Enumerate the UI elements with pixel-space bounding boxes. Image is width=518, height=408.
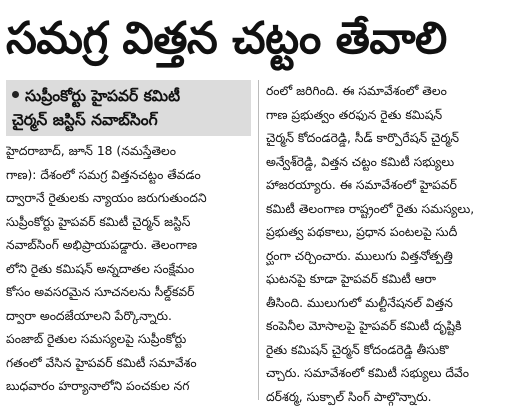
left-column [6, 80, 251, 399]
body-line: కమిటీ తెలంగాణ రాష్ట్రంలో రైతు సమస్యలు, [266, 201, 475, 216]
body-line: చైర్మన్ కోదండరెడ్డి, సీడ్ కార్పొరేషన్ చైర్మన్ [266, 131, 460, 145]
body-line: దర్‌శర్మ, సుక్పాల్ సింగ్ పాల్గొన్నారు. [266, 389, 432, 404]
body-line: సుప్రీంకోర్టు హైపవర్ కమిటీ చైర్మన్ జస్టిస్ [6, 214, 191, 229]
headline: సమగ్ర విత్తన చట్టం తేవాలి [6, 13, 447, 64]
body-line: ద్వారానే రైతులకు న్యాయం జరుగుతుందని [6, 191, 207, 205]
subhead-box [6, 80, 251, 136]
body-line: గతంలో వేసిన హైపవర్ కమిటీ సమావేశం [6, 355, 197, 370]
body-line: నవాబ్‌సింగ్ అభిప్రాయపడ్డారు. తెలంగాణ [6, 238, 198, 252]
body-line: లోని రైతు కమిషన్ అన్నదాతల సంక్షేమం [6, 261, 195, 276]
body-line: తీసింది. ములుగులో మల్టీనేషనల్ విత్తన [266, 295, 453, 310]
body-line: హాజరయ్యారు. ఈ సమావేశంలో హైపవర్ [266, 178, 457, 192]
body-line: అన్వేశ్‌రెడ్డి, విత్తన చట్టం కమిటీ సభ్యులు [266, 154, 455, 169]
subhead-line-1: సుప్రీంకోర్టు హైపవర్ కమిటీ [12, 84, 245, 108]
right-column [266, 80, 513, 408]
body-line: కంపెనీల మోసాలపై హైపవర్ కమిటీ దృష్టికి [266, 319, 462, 333]
body-line: ద్వారా అందజేయాలని పేర్కొన్నారు. [6, 308, 172, 323]
body-line: కోసం అవసరమైన సూచనలను సీల్డ్‌కవర్ [6, 285, 195, 299]
body-line: రైతు కమిషన్ చైర్మన్ కోదండరెడ్డి తీసుకొ [266, 342, 449, 357]
body-line: పంజాబ్ రైతుల సమస్యలపై సుప్రీంకోర్టు [6, 332, 187, 346]
column-divider [258, 80, 259, 400]
body-line: రంలో జరిగింది. ఈ సమావేశంలో తెలం [266, 84, 447, 98]
body-line: ఘటనపై కూడా హైపవర్ కమిటీ ఆరా [266, 272, 437, 286]
body-line: ర్ఘంగా చర్చించారు. ములుగు విత్తనోత్పత్తి [266, 248, 453, 263]
subhead-line-2: చైర్మన్ జస్టిస్ నవాబ్‌సింగ్ [12, 111, 158, 129]
body-line: గాణ ప్రభుత్వం తరఫున రైతు కమిషన్ [266, 107, 443, 122]
body-line: ప్రభుత్వ పథకాలు, ప్రధాన పంటలపై సుదీ [266, 225, 458, 239]
body-line: చ్చారు. సమావేశంలో కమిటీ సభ్యులు దేవేం [266, 366, 470, 380]
body-line: హైదరాబాద్, జూన్ 18 (నమస్తేతెలం [6, 144, 176, 158]
body-line: గాణ): దేశంలో సమగ్ర విత్తనచట్టం తేవడం [6, 167, 201, 182]
bullet-icon [12, 91, 19, 98]
body-line: బుధవారం హర్యానాలోని పంచకుల నగ [6, 379, 190, 393]
